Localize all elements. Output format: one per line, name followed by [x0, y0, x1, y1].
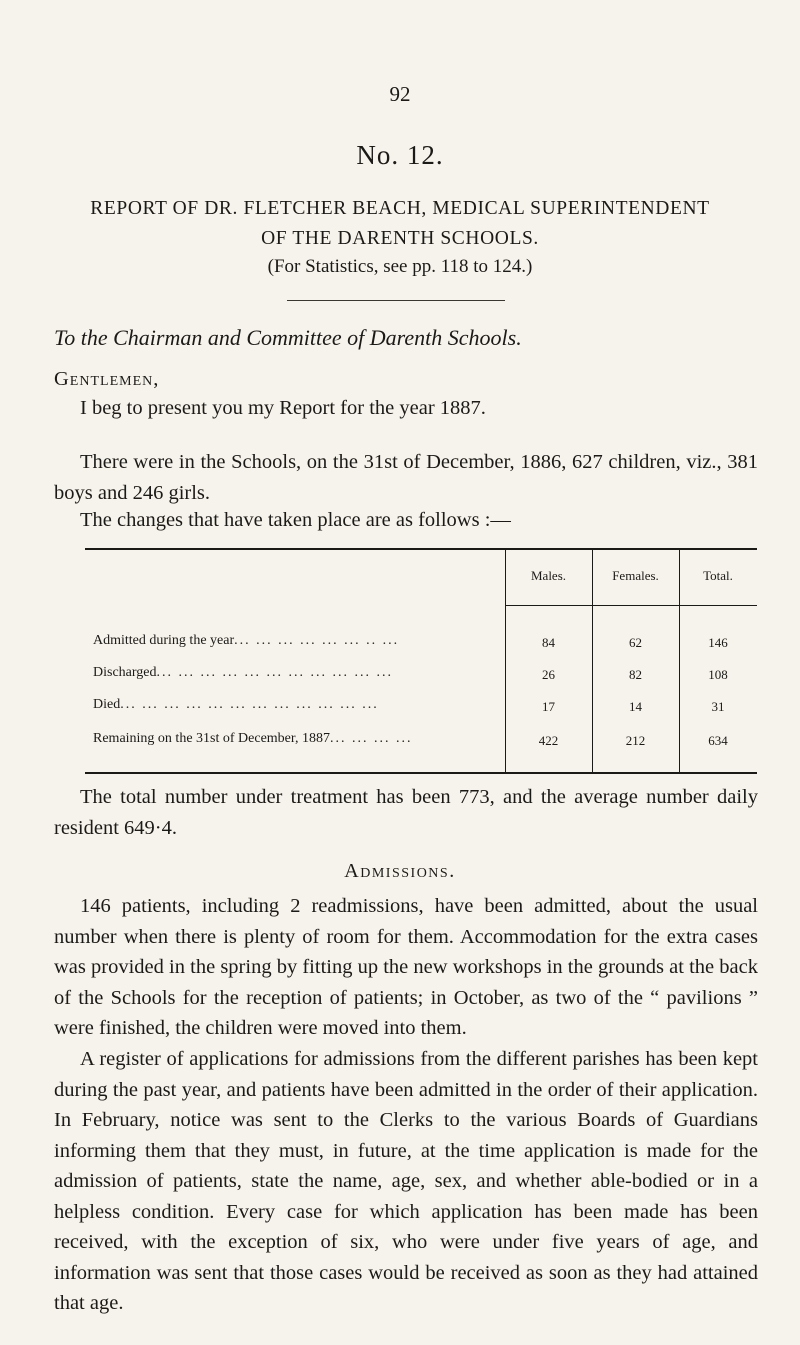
cell-total: 634 [708, 733, 728, 748]
changes-table [85, 548, 757, 774]
divider-rule [287, 300, 505, 301]
row-label-text: Admitted during the year [93, 633, 235, 648]
header-total: Total. [703, 568, 733, 583]
row-label-text: Remaining on the 31st of December, 1887 [93, 731, 330, 746]
statistics-reference: (For Statistics, see pp. 118 to 124.) [267, 256, 533, 277]
leader-dots: ... ... ... ... ... ... ... ... ... ... ... ... [120, 697, 379, 712]
row-label-text: Died [93, 697, 121, 712]
document-number: No. 12. [356, 140, 444, 170]
salutation: To the Chairman and Committee of Darenth Schools. [54, 325, 522, 350]
paragraph-children-count: There were in the Schools, on the 31st of December, 1886, 627 children, viz., 381 boys and 246 girls. [54, 451, 758, 504]
cell-males: 422 [538, 733, 559, 748]
cell-females: 62 [629, 635, 642, 650]
table-row-label [93, 731, 413, 747]
cell-females: 14 [629, 699, 642, 714]
header-males: Males. [530, 568, 567, 583]
cell-females: 212 [625, 733, 646, 748]
table-row-label [93, 697, 379, 713]
cell-total: 146 [708, 635, 728, 650]
greeting: Gentlemen, [54, 368, 160, 390]
header-females: Females. [612, 568, 659, 583]
leader-dots: ... ... ... ... ... ... ... ... ... ... ... [156, 665, 393, 680]
cell-total: 31 [711, 699, 725, 714]
report-title-line-1: REPORT OF DR. FLETCHER BEACH, MEDICAL SUPERINTENDENT [90, 198, 710, 219]
paragraph-total-treatment: The total number under treatment has been 773, and the average number daily resident 649·4. [54, 786, 758, 839]
paragraph-changes: The changes that have taken place are as follows :— [80, 509, 511, 531]
cell-females: 82 [629, 667, 642, 682]
table-row-label [93, 633, 399, 649]
leader-dots: ... ... ... ... ... ... .. ... [234, 633, 400, 648]
section-heading-admissions: Admissions. [344, 860, 456, 882]
cell-males: 26 [542, 667, 555, 682]
cell-males: 84 [542, 635, 555, 650]
table-top-border [85, 548, 757, 550]
report-title-line-2: OF THE DARENTH SCHOOLS. [261, 228, 539, 249]
paragraph-report: I beg to present you my Report for the year 1887. [80, 397, 486, 419]
cell-males: 17 [542, 699, 555, 714]
page-number: 92 [389, 82, 411, 106]
row-label-text: Discharged [93, 665, 157, 680]
cell-total: 108 [708, 667, 728, 682]
table-bottom-border [85, 772, 757, 774]
leader-dots: ... ... ... ... [330, 731, 413, 746]
header-rule [505, 605, 757, 606]
paragraph-register: A register of applications for admissions from the different parishes has been kept during the past year, and patients have been admitted in the order of their application. In February, notice was sent to the Clerks to the various Boards of Guardians informing them that they must, in future, at the time application is made for the admission of patients, state the name, age, sex, and whether able-bodied or in a helpless condition. Every case for which application has been made has been received, with the exception of six, who were under five years of age, and information was sent that those cases would be received as soon as they had attained that age. [54, 1048, 758, 1314]
table-row-label [93, 665, 393, 681]
paragraph-admissions: 146 patients, including 2 readmissions, have been admitted, about the usual number when there is plenty of room for them. Accommodation for the extra cases was provided in the spring by fitting up the new workshops in the grounds at the back of the Schools for the reception of patients; in October, as two of the “ pavilions ” were finished, the children were moved into them. [54, 895, 758, 1039]
